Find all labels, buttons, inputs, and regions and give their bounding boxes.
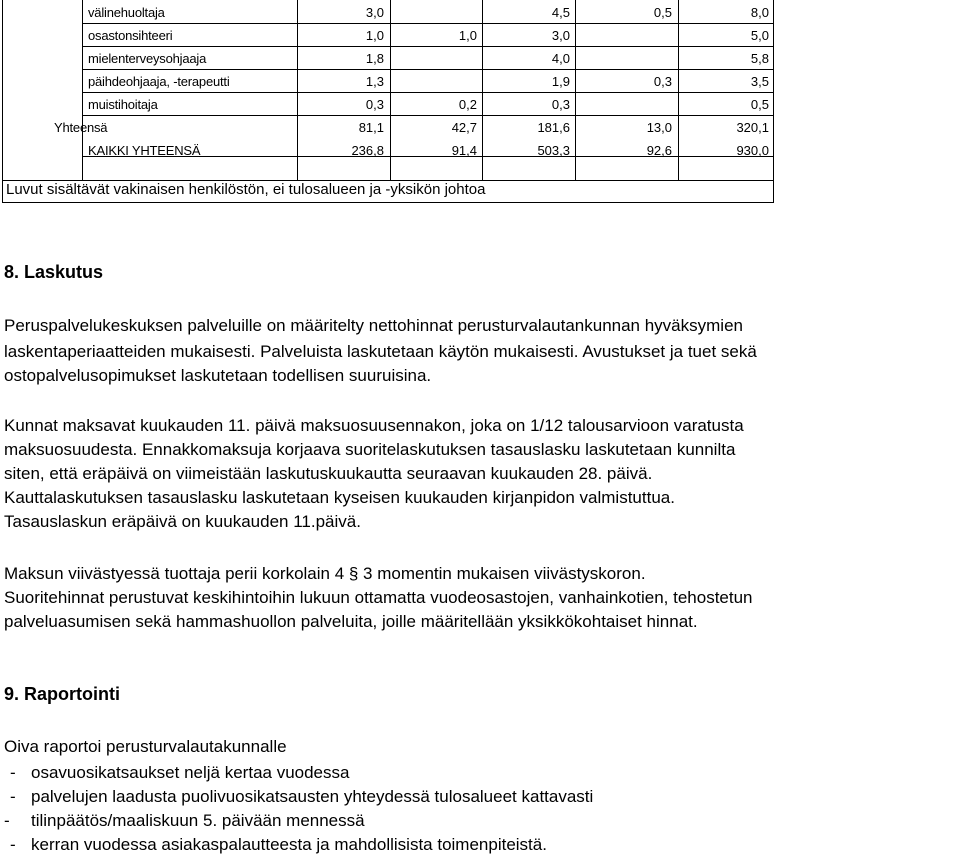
table-row [2, 69, 773, 92]
grid-row-line [2, 202, 774, 203]
value-col2: 0,2 [458, 97, 477, 112]
value-col4: 92,6 [646, 143, 672, 158]
paragraph-line: Kunnat maksavat kuukauden 11. päivä maksuosuusennakon, joka on 1/12 talousarvioon varatusta [4, 416, 744, 435]
paragraph-line: Tasauslaskun eräpäivä on kuukauden 11.päivä. [4, 512, 361, 531]
row-label: päihdeohjaaja, -terapeutti [88, 74, 230, 89]
value-col2: 42,7 [451, 120, 477, 135]
value-col3: 181,6 [537, 120, 570, 135]
value-col2: 91,4 [451, 143, 477, 158]
value-total: 930,0 [736, 143, 769, 158]
row-label: välinehuoltaja [88, 5, 165, 20]
table-row [2, 92, 773, 115]
value-total: 0,5 [750, 97, 769, 112]
bullet-dash: - [10, 763, 16, 782]
row-label: mielenterveysohjaaja [88, 51, 207, 66]
value-col3: 503,3 [537, 143, 570, 158]
value-col1: 236,8 [351, 143, 384, 158]
table-row-total [2, 115, 773, 138]
reporting-intro: Oiva raportoi perusturvalautakunnalle [4, 737, 287, 756]
value-total: 320,1 [736, 120, 769, 135]
value-col3: 1,9 [551, 74, 570, 89]
value-col3: 3,0 [551, 28, 570, 43]
paragraph-line: palveluasumisen sekä hammashuollon palveluita, joille määritellään yksikkökohtaiset hinnat. [4, 612, 698, 631]
value-col1: 1,0 [365, 28, 384, 43]
value-col4: 0,5 [653, 5, 672, 20]
paragraph-line: ostopalvelusopimukset laskutetaan todellisen suuruisina. [4, 366, 432, 385]
list-item-text: osavuosikatsaukset neljä kertaa vuodessa [31, 763, 350, 782]
value-total: 8,0 [750, 5, 769, 20]
table-row [2, 0, 773, 23]
row-label: KAIKKI YHTEENSÄ [88, 143, 201, 158]
value-col3: 4,0 [551, 51, 570, 66]
value-col1: 81,1 [358, 120, 384, 135]
value-col1: 1,8 [365, 51, 384, 66]
paragraph-line: Maksun viivästyessä tuottaja perii korkolain 4 § 3 momentin mukaisen viivästyskoron. [4, 564, 646, 583]
staff-table [2, 0, 773, 203]
paragraph-line: Peruspalvelukeskuksen palveluille on määritelty nettohinnat perusturvalautankunnan hyväksymien [4, 316, 743, 335]
row-label: muistihoitaja [88, 97, 158, 112]
bullet-dash: - [10, 787, 16, 806]
value-col4: 0,3 [653, 74, 672, 89]
list-item-text: tilinpäätös/maaliskuun 5. päivään mennessä [31, 811, 365, 830]
bullet-dash: - [10, 835, 16, 854]
value-col3: 0,3 [551, 97, 570, 112]
row-label: osastonsihteeri [88, 28, 173, 43]
paragraph-line: Suoritehinnat perustuvat keskihintoihin lukuun ottamatta vuodeosastojen, vanhainkotien, tehostetun [4, 588, 753, 607]
value-total: 3,5 [750, 74, 769, 89]
value-col4: 13,0 [646, 120, 672, 135]
section-heading-billing: 8. Laskutus [4, 262, 104, 282]
value-total: 5,0 [750, 28, 769, 43]
section-heading-reporting: 9. Raportointi [4, 684, 120, 704]
table-row-grand-total [2, 138, 773, 161]
value-col3: 4,5 [551, 5, 570, 20]
value-col1: 3,0 [365, 5, 384, 20]
list-item-text: kerran vuodessa asiakaspalautteesta ja mahdollisista toimenpiteistä. [31, 835, 547, 854]
paragraph-line: maksuosuudesta. Ennakkomaksuja korjaava suoritelaskutuksen tasauslasku laskutetaan kunnilta [4, 440, 736, 459]
grid-line-right [773, 0, 774, 203]
table-row [2, 46, 773, 69]
table-footnote: Luvut sisältävät vakinaisen henkilöstön, ei tulosalueen ja -yksikön johtoa [6, 181, 486, 198]
paragraph-line: Kauttalaskutuksen tasauslasku laskutetaan kyseisen kuukauden kirjanpidon valmistuttua. [4, 488, 675, 507]
value-col2: 1,0 [458, 28, 477, 43]
value-total: 5,8 [750, 51, 769, 66]
value-col1: 1,3 [365, 74, 384, 89]
list-item-text: palvelujen laadusta puolivuosikatsausten yhteydessä tulosalueet kattavasti [31, 787, 594, 806]
paragraph-line: laskentaperiaatteiden mukaisesti. Palveluista laskutetaan käytön mukaisesti. Avustukset ja tuet sekä [4, 342, 757, 361]
bullet-dash: - [4, 811, 10, 830]
row-label: Yhteensä [54, 120, 108, 135]
paragraph-line: siten, että eräpäivä on viimeistään laskutuskuukautta seuraavan kuukauden 28. päivä. [4, 464, 653, 483]
table-row [2, 23, 773, 46]
value-col1: 0,3 [365, 97, 384, 112]
